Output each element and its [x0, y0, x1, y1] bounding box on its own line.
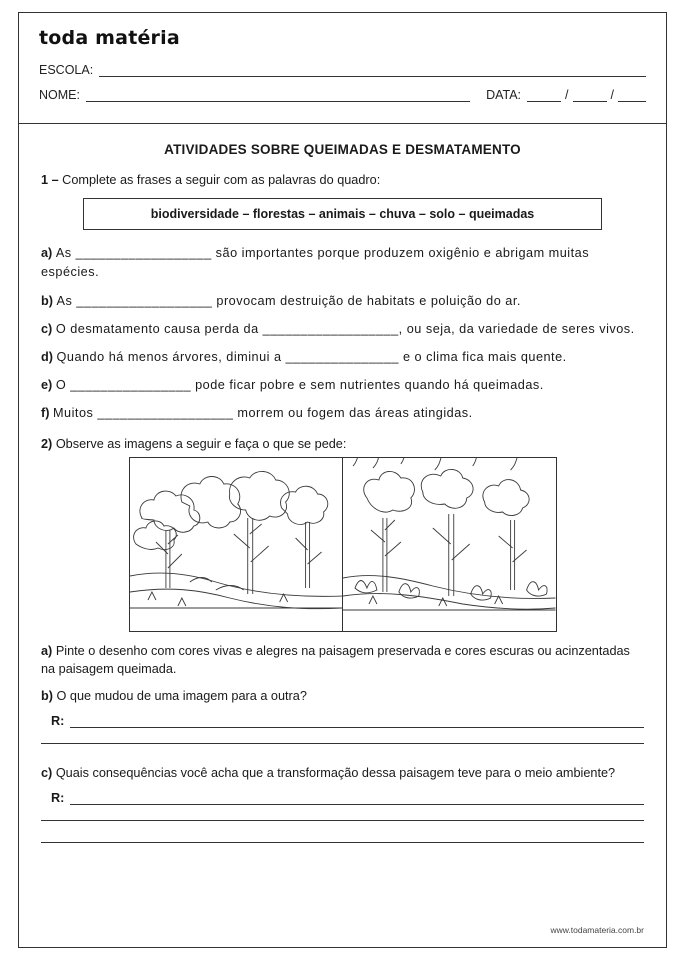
item-2c-text: Quais consequências você acha que a transformação dessa paisagem teve para o meio ambiente?	[55, 765, 616, 780]
nome-label: NOME:	[39, 88, 80, 102]
escola-input-line[interactable]	[99, 65, 646, 77]
answer-2b-line-1[interactable]	[70, 713, 644, 728]
data-label: DATA:	[486, 88, 522, 102]
worksheet-page	[18, 12, 667, 948]
illustration-preserved-landscape	[130, 458, 343, 631]
word-bank: biodiversidade – florestas – animais – chuva – solo – queimadas	[83, 198, 602, 230]
escola-field-row	[39, 63, 646, 77]
worksheet-header	[19, 13, 666, 124]
question-2-text: Observe as imagens a seguir e faça o que se pede:	[55, 436, 347, 451]
item-1e	[41, 376, 644, 395]
item-1c	[41, 320, 644, 339]
preserved-landscape-icon	[130, 458, 343, 631]
item-2b-label: b)	[41, 688, 53, 703]
item-1e-text: O ________________ pode ficar pobre e sem nutrientes quando há queimadas.	[55, 377, 544, 392]
answer-2c-line-3[interactable]	[41, 841, 644, 843]
item-1f-text: Muitos __________________ morrem ou fogem das áreas atingidas.	[52, 405, 473, 420]
question-1-text: Complete as frases a seguir com as palavras do quadro:	[62, 173, 381, 187]
answer-2b-label: R:	[51, 713, 65, 728]
data-group	[470, 88, 646, 102]
item-2b	[41, 687, 644, 705]
item-1d-text: Quando há menos árvores, diminui a _______________ e o clima fica mais quente.	[56, 349, 567, 364]
page-title: ATIVIDADES SOBRE QUEIMADAS E DESMATAMENTO	[164, 142, 521, 157]
data-month-line[interactable]	[573, 90, 607, 102]
item-1c-text: O desmatamento causa perda da __________________, ou seja, da variedade de seres vivos.	[55, 321, 635, 336]
footer-url: www.todamateria.com.br	[550, 925, 644, 935]
item-2a-text: Pinte o desenho com cores vivas e alegres na paisagem preservada e cores escuras ou acinzentadas na paisagem queimada.	[41, 643, 630, 677]
question-1-number: 1 –	[41, 173, 59, 187]
answer-2c-line-1[interactable]	[70, 790, 644, 805]
brand-logo: toda matéria	[39, 27, 180, 49]
item-1e-label: e)	[41, 377, 53, 392]
item-1b-text: As __________________ provocam destruição de habitats e poluição do ar.	[56, 293, 521, 308]
item-1a-label: a)	[41, 246, 53, 261]
item-1b	[41, 292, 644, 311]
date-slash-1: /	[565, 88, 569, 102]
burned-landscape-icon	[343, 458, 556, 631]
item-1d	[41, 348, 644, 367]
item-2c	[41, 764, 644, 782]
question-2-prompt	[41, 437, 644, 451]
nome-data-field-row	[39, 88, 646, 102]
data-year-line[interactable]	[618, 90, 646, 102]
item-1c-label: c)	[41, 321, 53, 336]
item-1a-text: As __________________ são importantes porque produzem oxigênio e abrigam muitas espécies.	[41, 246, 590, 280]
data-day-line[interactable]	[527, 90, 561, 102]
worksheet-body	[19, 124, 666, 843]
item-2b-text: O que mudou de uma imagem para a outra?	[56, 688, 307, 703]
answer-2c-label: R:	[51, 791, 65, 806]
item-2a	[41, 642, 644, 679]
item-1d-label: d)	[41, 349, 53, 364]
nome-input-line[interactable]	[86, 90, 470, 102]
item-1a	[41, 244, 644, 282]
answer-2b-line-2[interactable]	[41, 742, 644, 744]
escola-label: ESCOLA:	[39, 63, 94, 77]
illustration-pair	[129, 457, 557, 632]
item-1f	[41, 404, 644, 423]
item-1f-label: f)	[41, 405, 50, 420]
item-1b-label: b)	[41, 293, 53, 308]
answer-2c-line-2[interactable]	[41, 819, 644, 821]
answer-2c-row-1	[41, 790, 644, 805]
date-slash-2: /	[610, 88, 614, 102]
item-2c-label: c)	[41, 765, 53, 780]
item-2a-label: a)	[41, 643, 53, 658]
answer-2b-row-1	[41, 713, 644, 728]
illustration-burned-landscape	[342, 458, 556, 631]
question-2-number: 2)	[41, 436, 53, 451]
question-1-prompt	[41, 171, 644, 189]
